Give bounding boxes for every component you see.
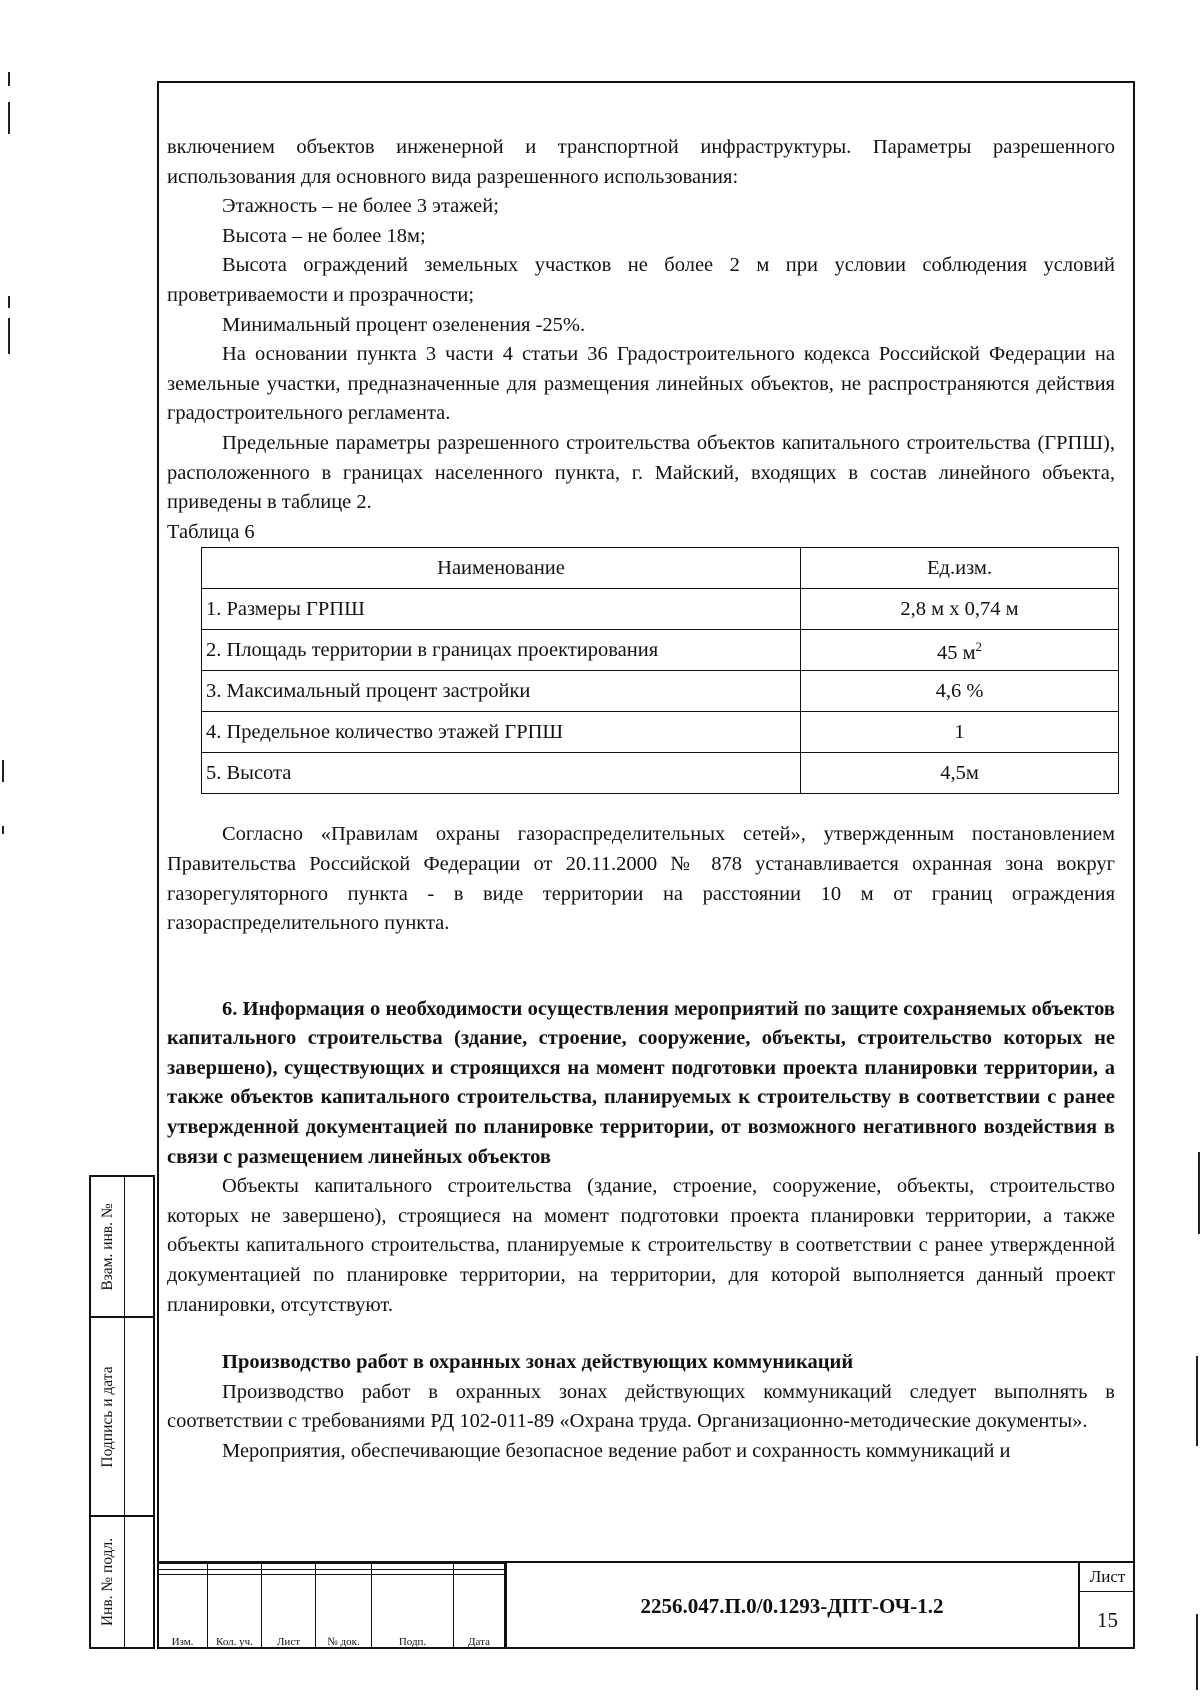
table-cell: 5. Высота bbox=[202, 753, 801, 794]
superscript: 2 bbox=[975, 639, 983, 655]
subsection-title: Производство работ в охранных зонах действующих коммуникаций bbox=[222, 1351, 854, 1374]
revision-grid bbox=[157, 1563, 507, 1649]
scan-mark bbox=[8, 102, 10, 134]
table-header-cell: Ед.изм. bbox=[801, 548, 1119, 589]
title-block bbox=[157, 1561, 1135, 1649]
paragraph: включением объектов инженерной и транспортной инфраструктуры. Параметры разрешенного использования для основного вида разрешенного использования: bbox=[167, 136, 1115, 188]
grid-header-cell: Изм. bbox=[158, 1575, 208, 1649]
stamp-label: Инв. № подл. bbox=[98, 1537, 116, 1627]
grid-header-cell: Подп. bbox=[372, 1575, 454, 1649]
paragraph: Мероприятия, обеспечивающие безопасное ведение работ и сохранность коммуникаций и bbox=[222, 1440, 1011, 1462]
paragraph: Согласно «Правилам охраны газораспределительных сетей», утвержденным постановлением Правительства Российской Федерации от 20.11.2000 № 878 устанавливается охранная зона вокруг газорегуляторного пункта - в виде территории на расстоянии 10 м от границ ограждения газораспределительного пункта. bbox=[167, 823, 1115, 935]
grid-header-cell: Кол. уч. bbox=[208, 1575, 262, 1649]
stamp-label: Подпись и дата bbox=[98, 1365, 116, 1468]
table-row bbox=[202, 712, 1119, 753]
section-title: 6. Информация о необходимости осуществления мероприятий по защите сохраняемых объектов капитального строительства (здание, строение, сооружение, объекты, строительство которых не завершено), существующих и строящихся на момент подготовки проекта планировки территории, а также объектов капитального строительства, планируемых к строительству в соответствии с ранее утвержденной документацией по планировке территории, от возможного негативного воздействия в связи с размещением линейных объектов bbox=[167, 997, 1115, 1168]
document-code: 2256.047.П.0/0.1293-ДПТ-ОЧ-1.2 bbox=[640, 1593, 944, 1618]
parameters-table bbox=[201, 547, 1119, 794]
paragraph: Высота ограждений земельных участков не более 2 м при условии соблюдения условий проветриваемости и прозрачности; bbox=[167, 254, 1115, 306]
table-cell bbox=[801, 630, 1119, 671]
table-row bbox=[202, 589, 1119, 630]
stamp-label-column bbox=[91, 1517, 125, 1647]
table-cell: 4. Предельное количество этажей ГРПШ bbox=[202, 712, 801, 753]
paragraph: Производство работ в охранных зонах действующих коммуникаций следует выполнять в соответствии с требованиями РД 102-011-89 «Охрана труда. Организационно-методические документы». bbox=[167, 1380, 1115, 1433]
scan-mark bbox=[8, 296, 10, 308]
stamp-replacement-inventory bbox=[89, 1175, 155, 1318]
grid-header-cell: Дата bbox=[454, 1575, 505, 1649]
paragraph: Минимальный процент озеленения -25%. bbox=[222, 313, 586, 336]
table-row bbox=[202, 753, 1119, 794]
paragraph: Предельные параметры разрешенного строительства объектов капитального строительства (ГРПШ), расположенного в границах населенного пункта, г. Майский, входящих в состав линейного объекта, приведены в таблице 2. bbox=[167, 431, 1115, 514]
table-row bbox=[202, 630, 1119, 671]
table-caption: Таблица 6 bbox=[167, 520, 255, 543]
paragraph: На основании пункта 3 части 4 статьи 36 Градостроительного кодекса Российской Федерации на земельные участки, предназначенные для размещения линейных объектов, не распространяются действия градостроительного регламента. bbox=[167, 343, 1115, 425]
document-body bbox=[167, 133, 1115, 1467]
stamp-label: Взам. инв. № bbox=[98, 1202, 116, 1291]
table-cell: 1 bbox=[801, 712, 1119, 753]
scan-mark bbox=[2, 826, 4, 834]
stamp-label-column bbox=[91, 1177, 125, 1316]
stamp-signature-date bbox=[89, 1318, 155, 1517]
paragraph: Этажность – не более 3 этажей; bbox=[222, 195, 499, 218]
table-header-row bbox=[202, 548, 1119, 589]
stamp-label-column bbox=[91, 1318, 125, 1515]
scan-mark bbox=[8, 318, 10, 354]
sheet-box bbox=[1078, 1563, 1135, 1649]
scan-mark bbox=[1196, 1356, 1198, 1446]
paragraph: Высота – не более 18м; bbox=[222, 224, 426, 247]
table-row bbox=[202, 671, 1119, 712]
table-cell: 2,8 м х 0,74 м bbox=[801, 589, 1119, 630]
stamp-original-inventory bbox=[89, 1517, 155, 1649]
table-header-cell: Наименование bbox=[202, 548, 801, 589]
table-cell: 3. Максимальный процент застройки bbox=[202, 671, 801, 712]
scan-mark bbox=[1196, 1614, 1198, 1690]
grid-header-cell: № док. bbox=[316, 1575, 372, 1649]
grid-header-cell: Лист bbox=[262, 1575, 316, 1649]
paragraph: Объекты капитального строительства (здание, строение, сооружение, объекты, строительство которых не завершено), строящиеся на момент подготовки проекта планировки территории, а также объекты капитального строительства, планируемые к строительству в соответствии с ранее утвержденной документацией по планировке территории, на территории, для которой выполняется данный проект планировки, отсутствуют. bbox=[167, 1175, 1115, 1316]
table-cell-value: 45 м bbox=[936, 642, 976, 665]
table-cell: 2. Площадь территории в границах проектирования bbox=[202, 630, 801, 671]
table-cell: 4,5м bbox=[801, 753, 1119, 794]
scan-mark bbox=[8, 72, 10, 86]
table-cell: 1. Размеры ГРПШ bbox=[202, 589, 801, 630]
table-cell: 4,6 % bbox=[801, 671, 1119, 712]
scan-mark bbox=[2, 760, 4, 782]
sheet-number: 15 bbox=[1097, 1608, 1118, 1632]
sheet-label: Лист bbox=[1080, 1563, 1135, 1592]
